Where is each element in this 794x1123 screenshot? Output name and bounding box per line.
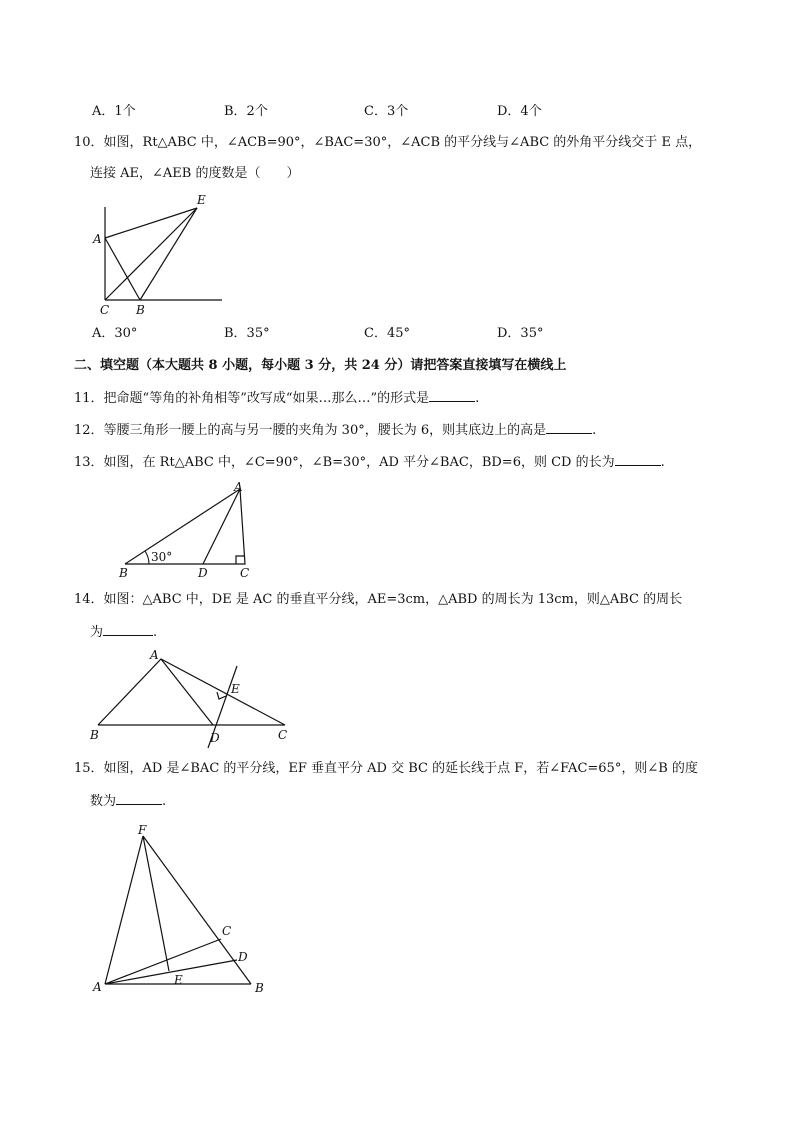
q15-label-a: A bbox=[93, 980, 102, 994]
q10-option-d: D．35° bbox=[497, 326, 544, 341]
q14-stem-line1: 14．如图：△ABC 中，DE 是 AC 的垂直平分线，AE=3cm，△ABD 的周长为 13cm，则△ABC 的周长 bbox=[74, 592, 683, 607]
q13-figure bbox=[115, 478, 255, 580]
q15-label-d: D bbox=[238, 950, 248, 964]
q15-answer-blank[interactable] bbox=[116, 792, 162, 805]
q15-text: 数为 bbox=[90, 794, 117, 809]
section2-heading: 二、填空题（本大题共 8 小题，每小题 3 分，共 24 分）请把答案直接填写在横线上 bbox=[74, 358, 567, 373]
q11-answer-blank[interactable] bbox=[429, 389, 475, 402]
q10-label-c: C bbox=[100, 303, 110, 317]
q14-label-c: C bbox=[278, 728, 288, 742]
q15-end: . bbox=[162, 794, 167, 809]
q10-option-c: C．45° bbox=[364, 326, 410, 341]
q13-text: 13．如图，在 Rt△ABC 中，∠C=90°，∠B=30°，AD 平分∠BAC，BD=6，则 CD 的长为 bbox=[74, 455, 615, 470]
q14-label-d: D bbox=[210, 731, 220, 745]
q10-option-b: B．35° bbox=[224, 326, 270, 341]
q13-label-a: A bbox=[234, 480, 243, 494]
q13-label-c: C bbox=[240, 566, 250, 580]
q14-figure bbox=[88, 644, 298, 748]
q9-option-a: A．1个 bbox=[92, 104, 136, 119]
q11-stem bbox=[74, 389, 479, 407]
q13-answer-blank[interactable] bbox=[615, 453, 661, 466]
q15-label-e: E bbox=[174, 973, 183, 987]
q9-option-b: B．2个 bbox=[224, 104, 268, 119]
q15-stem-line1: 15．如图，AD 是∠BAC 的平分线，EF 垂直平分 AD 交 BC 的延长线于点 F，若∠FAC=65°，则∠B 的度 bbox=[74, 761, 698, 776]
q12-answer-blank[interactable] bbox=[546, 421, 592, 434]
q14-answer-blank[interactable] bbox=[103, 623, 153, 636]
q13-stem bbox=[74, 453, 665, 471]
q10-option-a: A．30° bbox=[92, 326, 138, 341]
q15-label-f: F bbox=[138, 823, 147, 837]
q10-figure bbox=[88, 190, 228, 320]
q15-label-c: C bbox=[222, 924, 232, 938]
q10-stem-line2: 连接 AE，∠AEB 的度数是（ ） bbox=[90, 166, 300, 181]
q14-label-b: B bbox=[90, 728, 99, 742]
q13-label-b: B bbox=[119, 566, 128, 580]
q10-label-e: E bbox=[197, 193, 206, 207]
q14-label-a: A bbox=[150, 648, 159, 662]
q11-end: . bbox=[475, 391, 480, 406]
q14-stem-line2 bbox=[90, 623, 157, 641]
q14-text: 为 bbox=[90, 625, 104, 640]
q9-option-d: D．4个 bbox=[497, 104, 542, 119]
q15-stem-line2 bbox=[90, 792, 166, 810]
q13-end: . bbox=[660, 455, 665, 470]
q11-text: 11．把命题“等角的补角相等”改写成“如果…那么…”的形式是 bbox=[74, 391, 430, 406]
q13-label-d: D bbox=[198, 566, 208, 580]
q13-angle-label: 30° bbox=[151, 550, 173, 564]
q14-end: . bbox=[153, 625, 158, 640]
q14-label-e: E bbox=[231, 682, 240, 696]
q12-text: 12．等腰三角形一腰上的高与另一腰的夹角为 30°，腰长为 6，则其底边上的高是 bbox=[74, 423, 547, 438]
q10-stem-line1: 10．如图，Rt△ABC 中，∠ACB=90°，∠BAC=30°，∠ACB 的平分线与∠ABC 的外角平分线交于 E 点， bbox=[74, 135, 702, 150]
q12-stem bbox=[74, 421, 596, 439]
q10-label-a: A bbox=[93, 232, 102, 246]
q15-figure bbox=[88, 820, 278, 1000]
q12-end: . bbox=[592, 423, 597, 438]
q9-option-c: C．3个 bbox=[364, 104, 409, 119]
q10-label-b: B bbox=[136, 303, 145, 317]
q15-label-b: B bbox=[255, 981, 264, 995]
